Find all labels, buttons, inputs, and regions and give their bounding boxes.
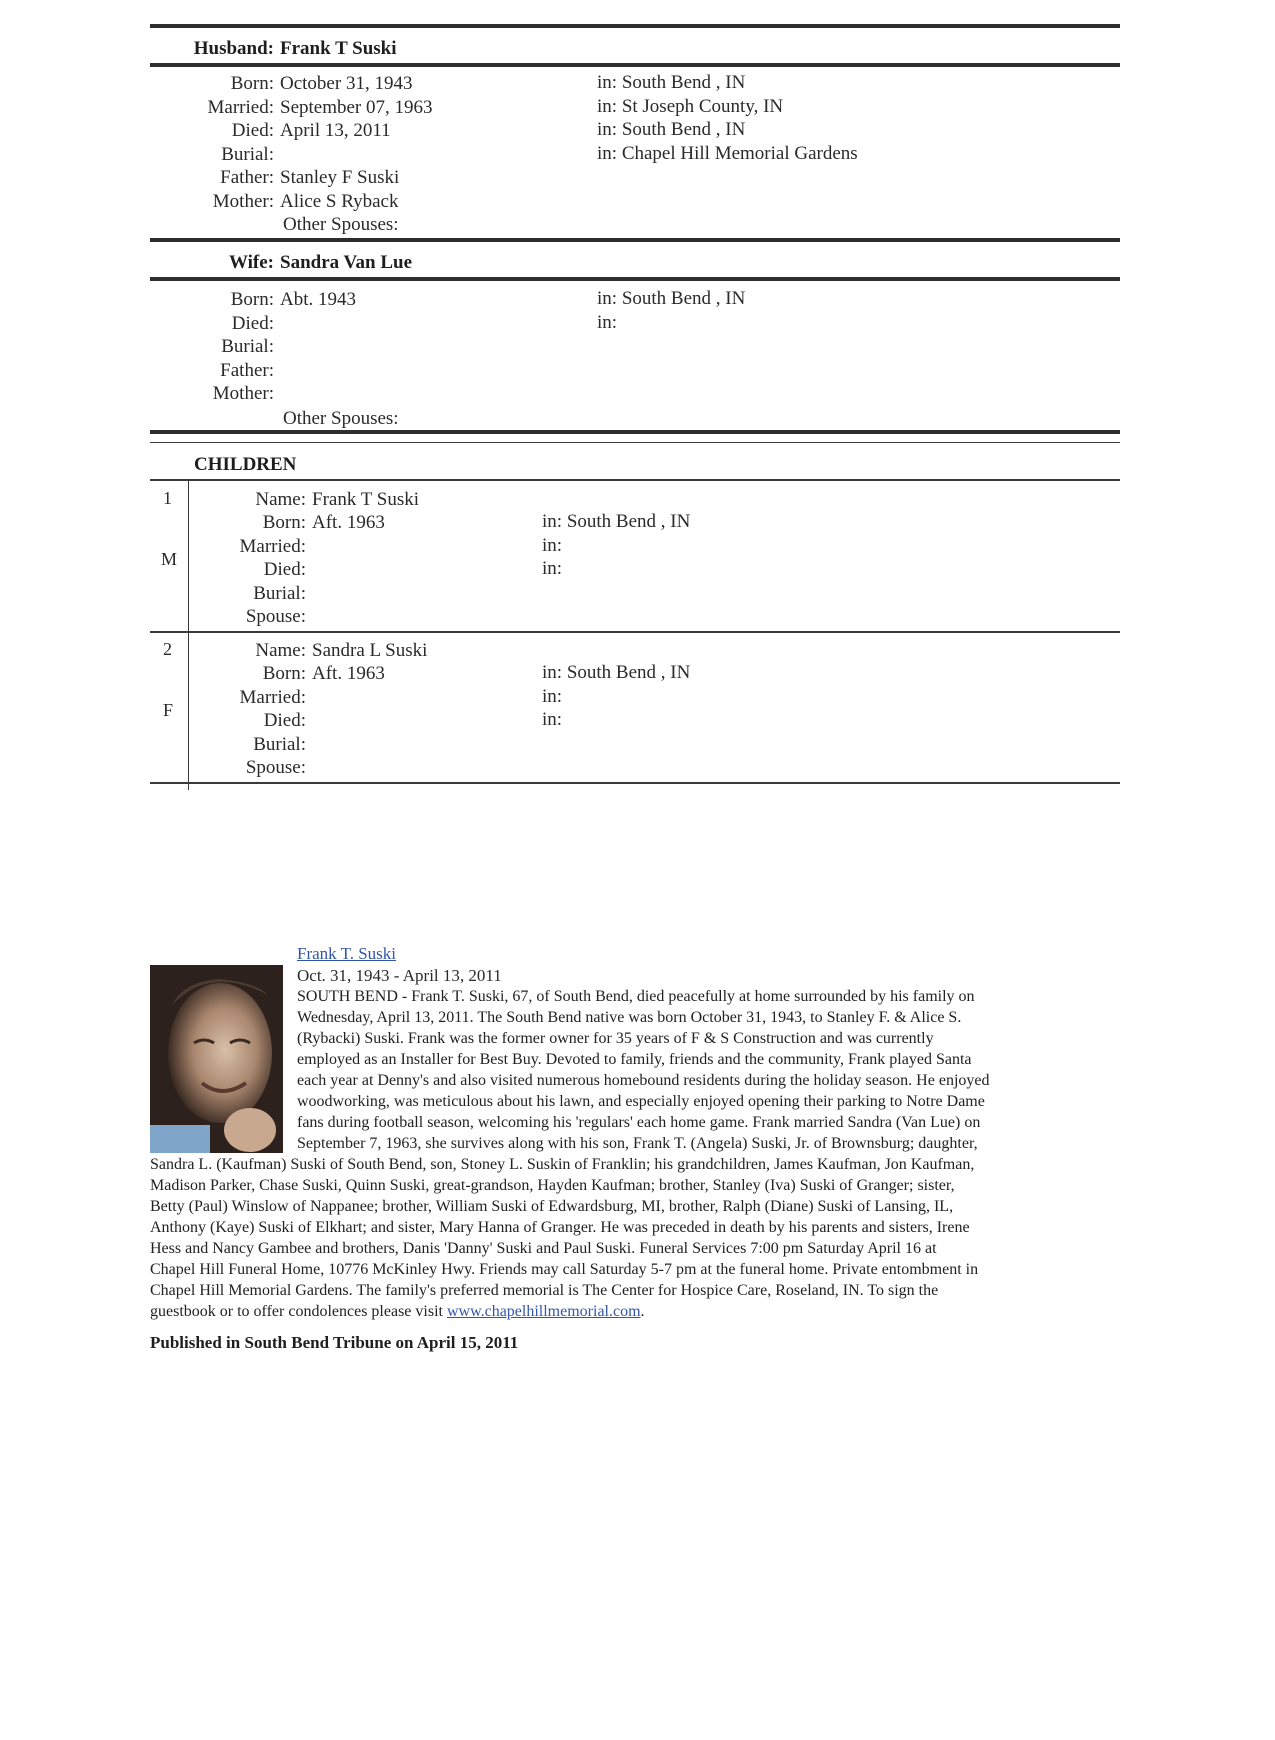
obituary-line: Chapel Hill Memorial Gardens. The family's preferred memorial is The Center for Hospice Care, Roseland, IN. To sign the	[150, 1282, 939, 1299]
child-1-married-row: Married:	[239, 536, 306, 557]
husband-married-row: Married: September 07, 1963	[207, 97, 433, 118]
husband-header-rule	[150, 63, 1120, 67]
child-2-died-row: Died:	[263, 710, 306, 731]
obituary-line: each year at Denny's and also visited numerous homebound residents during the holiday season. He enjoyed	[297, 1072, 990, 1089]
husband-married-place: in: St Joseph County, IN	[597, 96, 784, 117]
wife-name: Sandra Van Lue	[280, 252, 413, 273]
child-1-burial-row: Burial:	[253, 583, 306, 604]
obituary-name-link[interactable]: Frank T. Suski	[297, 944, 397, 963]
top-rule	[150, 24, 1120, 28]
child-1-name-row: Name: Frank T Suski	[255, 489, 419, 510]
wife-burial-row: Burial:	[221, 336, 274, 357]
child-2-name-row: Name: Sandra L Suski	[255, 640, 428, 661]
wife-born-row: Born: Abt. 1943	[230, 289, 356, 310]
child-1-died-place: in:	[542, 558, 563, 579]
child-2-number: 2	[163, 639, 172, 659]
memorial-website-link[interactable]: www.chapelhillmemorial.com	[446, 1303, 641, 1320]
obituary-dates: Oct. 31, 1943 - April 13, 2011	[297, 966, 502, 985]
husband-burial-row: Burial:	[221, 144, 274, 165]
obituary-line: Madison Parker, Chase Suski, Quinn Suski, great-grandson, Hayden Kaufman; brother, Stanley (Iva) Suski of Granger; sister,	[150, 1177, 955, 1194]
wife-mother-row: Mother:	[212, 383, 274, 404]
husband-father-row: Father: Stanley F Suski	[220, 167, 400, 188]
children-bottom-rule	[150, 782, 1120, 784]
published-note: Published in South Bend Tribune on April 15, 2011	[150, 1333, 519, 1352]
wife-born-place: in: South Bend , IN	[597, 288, 746, 309]
child-1-spouse-row: Spouse:	[245, 606, 306, 627]
child-2-born-place: in: South Bend , IN	[542, 662, 691, 683]
obituary-line: fans during football season, welcoming his 'regulars' each home game. Frank married Sandra (Van Lue) on	[297, 1114, 981, 1131]
husband-born-row: Born: October 31, 1943	[230, 73, 413, 94]
children-heading: CHILDREN	[194, 454, 297, 475]
child-2-died-place: in:	[542, 709, 563, 730]
obituary-photo	[150, 965, 283, 1153]
children-heading-rule	[150, 479, 1120, 481]
child-2-married-place: in:	[542, 686, 563, 707]
husband-died-place: in: South Bend , IN	[597, 119, 746, 140]
obituary-line: Sandra L. (Kaufman) Suski of South Bend, son, Stoney L. Suskin of Franklin; his grandchildren, James Kaufman, Jon Kaufman,	[150, 1156, 975, 1173]
child-1-sex: M	[161, 549, 178, 569]
child-divider-rule	[150, 631, 1120, 633]
obituary-line: Anthony (Kaye) Suski of Elkhart; and sister, Mary Hanna of Granger. He was preceded in death by his parents and sisters, Irene	[150, 1219, 970, 1236]
child-1-born-row: Born: Aft. 1963	[262, 512, 385, 533]
wife-header-rule	[150, 277, 1120, 281]
wife-died-place: in:	[597, 312, 618, 333]
obituary-line: (Rybacki) Suski. Frank was the former owner for 35 years of F & S Construction and was currently	[297, 1030, 934, 1047]
child-2-born-row: Born: Aft. 1963	[262, 663, 385, 684]
husband-other-spouses: Other Spouses:	[283, 214, 399, 235]
obituary-line: Hess and Nancy Gambee and brothers, Danis 'Danny' Suski and Paul Suski. Funeral Services 7:00 pm Saturday April 16 at	[150, 1240, 937, 1257]
obituary-line: Betty (Paul) Winslow of Nappanee; brother, William Suski of Edwardsburg, MI, brother, Ralph (Diane) Suski of Lansing, IL,	[150, 1198, 954, 1215]
child-1-number: 1	[163, 488, 172, 508]
wife-header	[150, 252, 412, 274]
husband-burial-place: in: Chapel Hill Memorial Gardens	[597, 143, 858, 164]
wife-died-row: Died:	[231, 313, 274, 334]
wife-top-rule	[150, 238, 1120, 242]
wife-father-row: Father:	[220, 360, 274, 381]
obituary-line: Wednesday, April 13, 2011. The South Bend native was born October 31, 1943, to Stanley F. & Alice S.	[297, 1009, 962, 1026]
obituary-line: employed as an Installer for Best Buy. Devoted to family, friends and the community, Frank played Santa	[297, 1051, 972, 1068]
child-2-married-row: Married:	[239, 687, 306, 708]
child-1-died-row: Died:	[263, 559, 306, 580]
husband-name: Frank T Suski	[280, 38, 397, 59]
husband-header	[150, 38, 397, 60]
obituary-line: woodworking, was meticulous about his lawn, and especially enjoyed opening their parking to Notre Dame	[297, 1093, 985, 1110]
child-1-born-place: in: South Bend , IN	[542, 511, 691, 532]
husband-born-place: in: South Bend , IN	[597, 72, 746, 93]
obituary-last-line: guestbook or to offer condolences please visit www.chapelhillmemorial.com.	[150, 1303, 645, 1320]
children-top-rule	[150, 430, 1120, 434]
obituary-line: Chapel Hill Funeral Home, 10776 McKinley Hwy. Friends may call Saturday 5-7 pm at the funeral home. Private entombment in	[150, 1261, 979, 1278]
obituary-line: SOUTH BEND - Frank T. Suski, 67, of South Bend, died peacefully at home surrounded by his family on	[297, 988, 975, 1005]
husband-mother-row: Mother: Alice S Ryback	[212, 191, 399, 212]
husband-label: Husband:	[193, 38, 274, 59]
children-top-rule-thin	[150, 442, 1120, 443]
wife-other-spouses: Other Spouses:	[283, 408, 399, 429]
portrait-image	[150, 965, 283, 1153]
obituary-line: September 7, 1963, she survives along with his son, Frank T. (Angela) Suski, Jr. of Brownsburg; daughter,	[297, 1135, 978, 1152]
wife-label: Wife:	[228, 252, 274, 273]
child-2-spouse-row: Spouse:	[245, 757, 306, 778]
child-2-burial-row: Burial:	[253, 734, 306, 755]
child-1-married-place: in:	[542, 535, 563, 556]
husband-died-row: Died: April 13, 2011	[231, 120, 391, 141]
child-2-sex: F	[163, 700, 174, 720]
